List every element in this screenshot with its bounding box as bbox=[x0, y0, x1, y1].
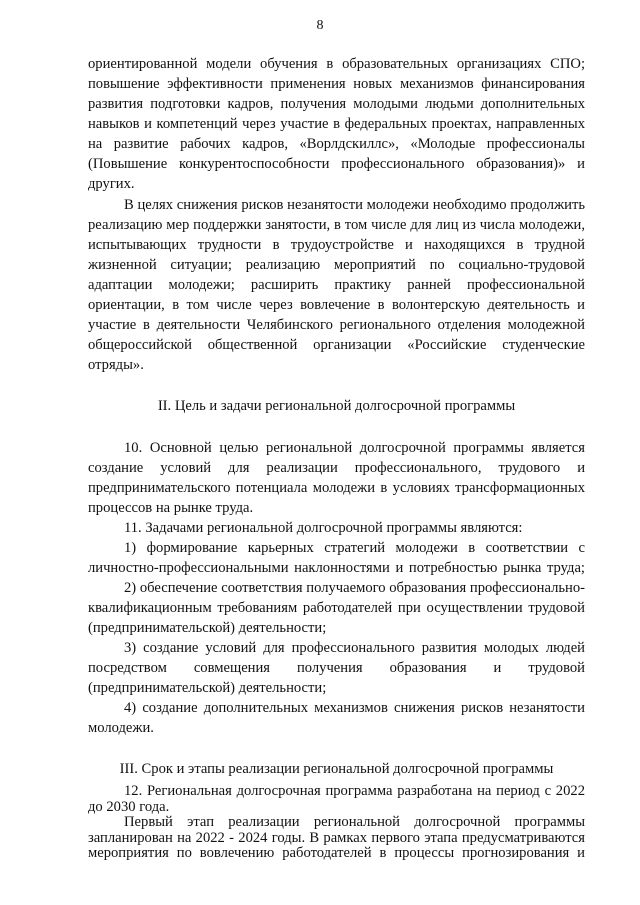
text-line: молодежи. bbox=[88, 720, 154, 736]
list-item-first-line: 2) обеспечение соответствия получаемого образования профессионально- bbox=[124, 580, 585, 596]
text-line: запланирован на 2022 - 2024 годы. В рамках первого этапа предусматриваются bbox=[88, 829, 585, 846]
text-line: общероссийской общественной организации «Российские студенческие bbox=[88, 337, 585, 353]
text-line: личностно-профессиональными наклонностями и потребностью рынка труда; bbox=[88, 560, 585, 576]
text-line: предпринимательского потенциала молодежи в условиях трансформационных bbox=[88, 480, 585, 496]
text-line: навыков и компетенций через участие в федеральных проектах, направленных bbox=[88, 116, 585, 132]
paragraph-first-line: В целях снижения рисков незанятости молодежи необходимо продолжить bbox=[124, 197, 585, 213]
text-line: адаптации молодежи; расширить практику ранней профессиональной bbox=[88, 277, 585, 293]
paragraph-first-line: Первый этап реализации региональной долгосрочной программы bbox=[124, 814, 585, 830]
text-line: испытывающих трудности в трудоустройстве и находящихся в трудной bbox=[88, 237, 585, 253]
list-item-first-line: 4) создание дополнительных механизмов снижения рисков незанятости bbox=[124, 700, 585, 716]
text-line: отряды». bbox=[88, 357, 144, 373]
text-line: (предпринимательской) деятельности; bbox=[88, 620, 327, 636]
text-line: на развитие рабочих кадров, «Ворлдскиллс», «Молодые профессионалы bbox=[88, 136, 585, 152]
paragraph-first-line: 11. Задачами региональной долгосрочной программы являются: bbox=[124, 520, 523, 536]
paragraph-first-line: 12. Региональная долгосрочная программа разработана на период с 2022 bbox=[124, 783, 585, 799]
text-line: создание условий для реализации профессионального, трудового и bbox=[88, 460, 585, 476]
section-heading: III. Срок и этапы реализации региональной долгосрочной программы bbox=[119, 761, 554, 777]
text-line: до 2030 года. bbox=[88, 798, 170, 815]
list-item-first-line: 1) формирование карьерных стратегий молодежи в соответствии с bbox=[124, 540, 585, 556]
text-line: мероприятия по вовлечению работодателей в процессы прогнозирования и bbox=[88, 845, 585, 861]
list-item-first-line: 3) создание условий для профессионального развития молодых людей bbox=[124, 640, 585, 656]
paragraph-first-line: 10. Основной целью региональной долгосрочной программы является bbox=[124, 440, 585, 456]
text-line: развития подготовки кадров, получения молодыми людьми дополнительных bbox=[88, 96, 585, 112]
page-number: 8 bbox=[316, 18, 324, 33]
section-heading: II. Цель и задачи региональной долгосрочной программы bbox=[157, 398, 516, 414]
text-line: реализацию мер поддержки занятости, в том числе для лиц из числа молодежи, bbox=[88, 217, 585, 233]
text-line: посредством совмещения получения образования и трудовой bbox=[88, 660, 585, 676]
text-line: жизненной ситуации; реализацию мероприятий по социально-трудовой bbox=[88, 257, 585, 273]
text-line: (Повышение конкурентоспособности профессионального образования)» и bbox=[88, 156, 585, 172]
text-line: других. bbox=[88, 176, 135, 192]
text-line: ориентации, в том числе через вовлечение в волонтерскую деятельность и bbox=[88, 297, 585, 313]
text-line: (предпринимательской) деятельности; bbox=[88, 680, 327, 696]
text-line: участие в деятельности Челябинского регионального отделения молодежной bbox=[88, 317, 585, 333]
text-line: процессов на рынке труда. bbox=[88, 500, 254, 516]
text-line: повышение эффективности применения новых механизмов финансирования bbox=[88, 76, 585, 92]
text-line: квалификационным требованиям работодателей при осуществлении трудовой bbox=[88, 600, 585, 616]
text-line: ориентированной модели обучения в образовательных организациях СПО; bbox=[88, 56, 585, 72]
